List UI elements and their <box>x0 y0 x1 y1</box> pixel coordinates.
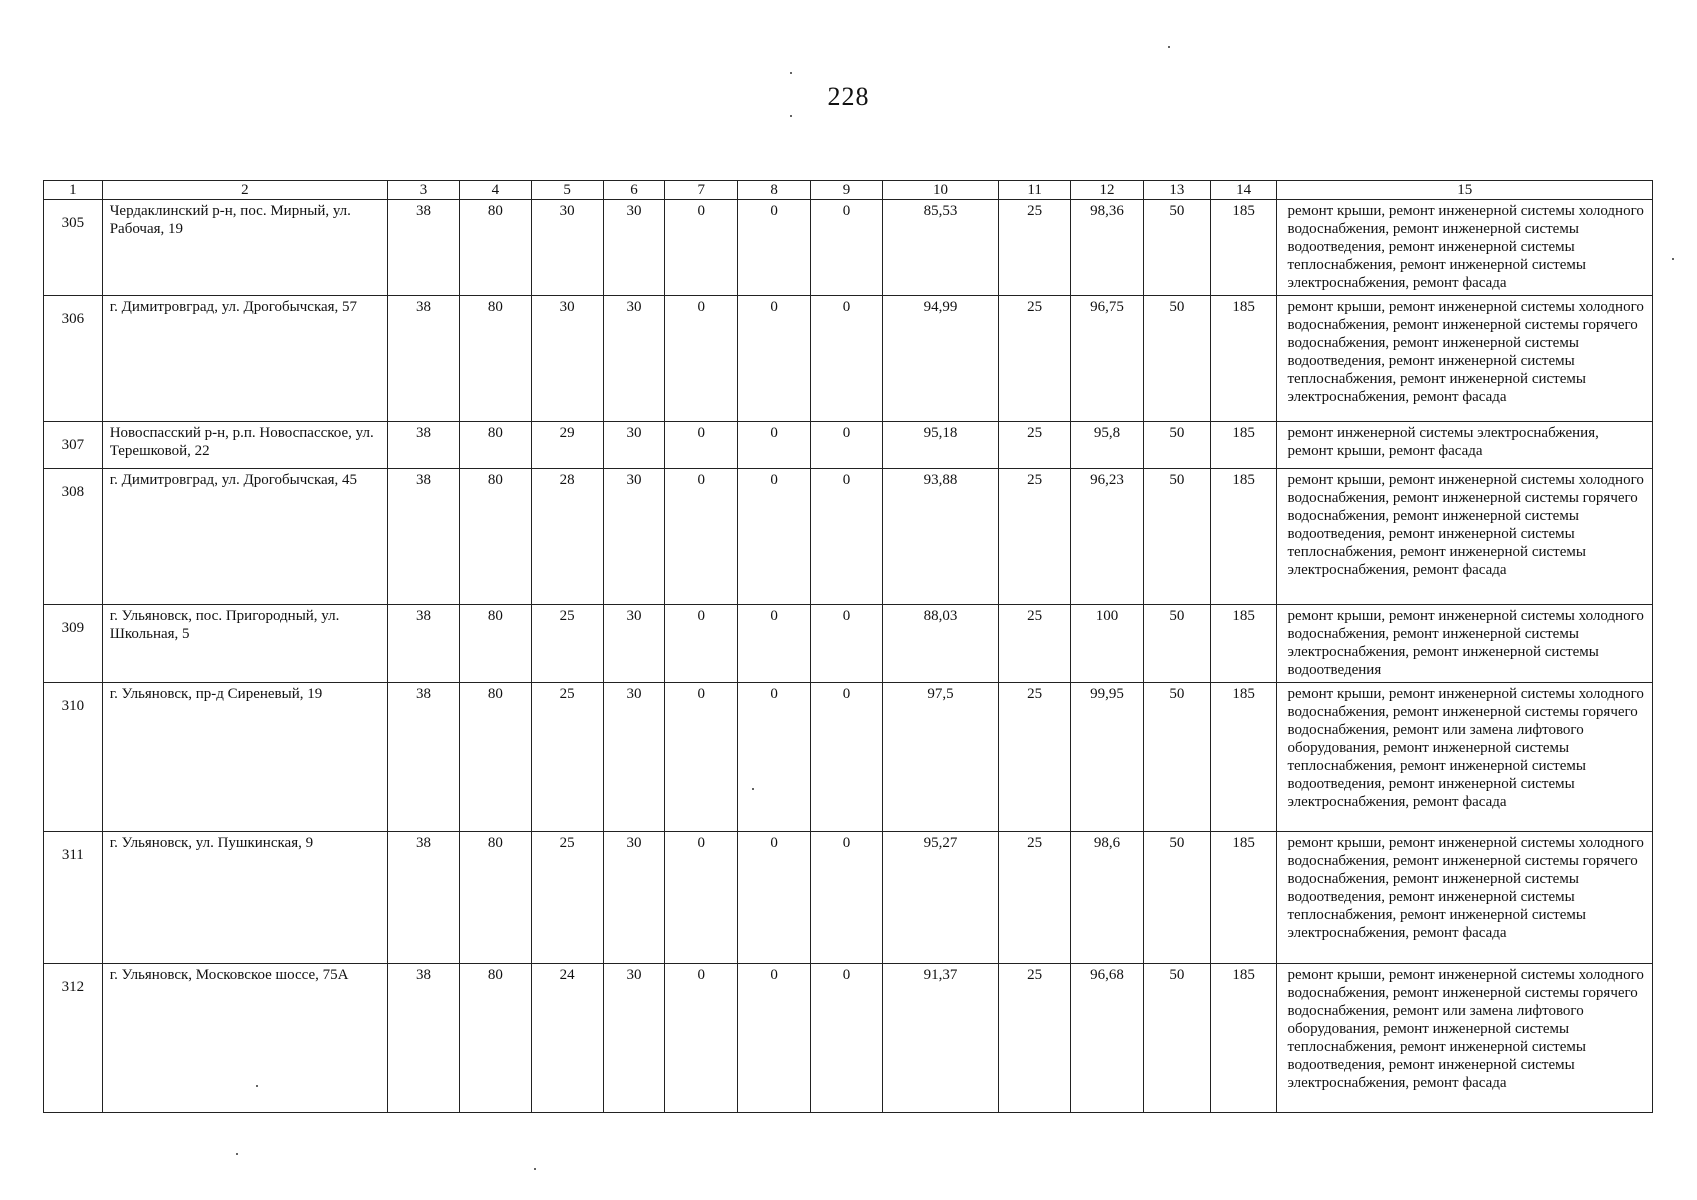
column-header: 14 <box>1210 181 1277 200</box>
value-cell-col-10: 95,27 <box>882 832 998 964</box>
value-cell-col-14: 185 <box>1210 605 1277 683</box>
table-header-row <box>44 181 1653 200</box>
value-cell-col-13: 50 <box>1143 422 1210 469</box>
address-cell: г. Димитровград, ул. Дрогобычская, 45 <box>102 469 387 605</box>
value-cell-col-3: 38 <box>388 200 460 296</box>
column-header: 12 <box>1071 181 1144 200</box>
value-cell-col-10: 97,5 <box>882 683 998 832</box>
value-cell-col-8: 0 <box>738 683 811 832</box>
column-header: 11 <box>999 181 1071 200</box>
value-cell-col-12: 99,95 <box>1071 683 1144 832</box>
value-cell-col-8: 0 <box>738 296 811 422</box>
value-cell-col-11: 25 <box>999 832 1071 964</box>
value-cell-col-9: 0 <box>811 832 883 964</box>
value-cell-col-13: 50 <box>1143 964 1210 1113</box>
row-number-cell: 306 <box>44 296 103 422</box>
value-cell-col-6: 30 <box>603 200 665 296</box>
value-cell-col-12: 95,8 <box>1071 422 1144 469</box>
scan-speck <box>790 72 792 74</box>
value-cell-col-14: 185 <box>1210 296 1277 422</box>
column-header: 9 <box>811 181 883 200</box>
address-cell: г. Ульяновск, пр-д Сиреневый, 19 <box>102 683 387 832</box>
value-cell-col-6: 30 <box>603 296 665 422</box>
value-cell-col-11: 25 <box>999 683 1071 832</box>
value-cell-col-9: 0 <box>811 469 883 605</box>
scan-speck <box>236 1153 238 1155</box>
value-cell-col-10: 88,03 <box>882 605 998 683</box>
value-cell-col-14: 185 <box>1210 422 1277 469</box>
value-cell-col-7: 0 <box>665 605 738 683</box>
value-cell-col-12: 100 <box>1071 605 1144 683</box>
value-cell-col-7: 0 <box>665 200 738 296</box>
value-cell-col-7: 0 <box>665 683 738 832</box>
table-row <box>44 469 1653 605</box>
table-row <box>44 832 1653 964</box>
value-cell-col-14: 185 <box>1210 683 1277 832</box>
value-cell-col-4: 80 <box>459 832 531 964</box>
value-cell-col-3: 38 <box>388 605 460 683</box>
value-cell-col-13: 50 <box>1143 296 1210 422</box>
address-cell: Новоспасский р-н, р.п. Новоспасское, ул. Терешковой, 22 <box>102 422 387 469</box>
value-cell-col-9: 0 <box>811 683 883 832</box>
value-cell-col-10: 94,99 <box>882 296 998 422</box>
value-cell-col-3: 38 <box>388 964 460 1113</box>
value-cell-col-13: 50 <box>1143 832 1210 964</box>
value-cell-col-3: 38 <box>388 683 460 832</box>
table-row <box>44 964 1653 1113</box>
value-cell-col-9: 0 <box>811 200 883 296</box>
value-cell-col-11: 25 <box>999 605 1071 683</box>
table-row <box>44 422 1653 469</box>
scan-speck <box>256 1085 258 1087</box>
value-cell-col-10: 95,18 <box>882 422 998 469</box>
value-cell-col-5: 28 <box>531 469 603 605</box>
value-cell-col-11: 25 <box>999 964 1071 1113</box>
value-cell-col-6: 30 <box>603 683 665 832</box>
row-number-cell: 309 <box>44 605 103 683</box>
value-cell-col-13: 50 <box>1143 683 1210 832</box>
value-cell-col-4: 80 <box>459 964 531 1113</box>
address-cell: г. Ульяновск, пос. Пригородный, ул. Школьная, 5 <box>102 605 387 683</box>
value-cell-col-11: 25 <box>999 469 1071 605</box>
value-cell-col-5: 25 <box>531 605 603 683</box>
value-cell-col-4: 80 <box>459 296 531 422</box>
value-cell-col-13: 50 <box>1143 605 1210 683</box>
column-header: 3 <box>388 181 460 200</box>
row-number-cell: 310 <box>44 683 103 832</box>
value-cell-col-10: 85,53 <box>882 200 998 296</box>
value-cell-col-10: 93,88 <box>882 469 998 605</box>
works-list-cell: ремонт крыши, ремонт инженерной системы холодного водоснабжения, ремонт инженерной системы водоотведения, ремонт инженерной системы теплоснабжения, ремонт инженерной системы электроснабжения, ремонт фасада <box>1277 200 1653 296</box>
value-cell-col-8: 0 <box>738 605 811 683</box>
works-list-cell: ремонт крыши, ремонт инженерной системы холодного водоснабжения, ремонт инженерной системы электроснабжения, ремонт инженерной системы водоотведения <box>1277 605 1653 683</box>
value-cell-col-11: 25 <box>999 200 1071 296</box>
address-cell: г. Димитровград, ул. Дрогобычская, 57 <box>102 296 387 422</box>
value-cell-col-13: 50 <box>1143 469 1210 605</box>
column-header: 5 <box>531 181 603 200</box>
value-cell-col-7: 0 <box>665 422 738 469</box>
works-list-cell: ремонт крыши, ремонт инженерной системы холодного водоснабжения, ремонт инженерной системы горячего водоснабжения, ремонт инженерной системы водоотведения, ремонт инженерной системы теплоснабжения, ремонт инженерной системы электроснабжения, ремонт фасада <box>1277 832 1653 964</box>
table-row <box>44 683 1653 832</box>
value-cell-col-4: 80 <box>459 200 531 296</box>
value-cell-col-12: 96,68 <box>1071 964 1144 1113</box>
scan-speck <box>790 115 792 117</box>
works-list-cell: ремонт крыши, ремонт инженерной системы холодного водоснабжения, ремонт инженерной системы горячего водоснабжения, ремонт или замена лифтового оборудования, ремонт инженерной системы теплоснабжения, ремонт инженерной системы водоотведения, ремонт инженерной системы электроснабжения, ремонт фасада <box>1277 964 1653 1113</box>
scan-speck <box>752 788 754 790</box>
table-row <box>44 605 1653 683</box>
value-cell-col-13: 50 <box>1143 200 1210 296</box>
table-body <box>44 181 1653 1113</box>
value-cell-col-6: 30 <box>603 832 665 964</box>
value-cell-col-8: 0 <box>738 422 811 469</box>
scan-speck <box>534 1168 536 1170</box>
works-list-cell: ремонт крыши, ремонт инженерной системы холодного водоснабжения, ремонт инженерной системы горячего водоснабжения, ремонт инженерной системы водоотведения, ремонт инженерной системы теплоснабжения, ремонт инженерной системы электроснабжения, ремонт фасада <box>1277 296 1653 422</box>
value-cell-col-3: 38 <box>388 296 460 422</box>
column-header: 13 <box>1143 181 1210 200</box>
value-cell-col-3: 38 <box>388 469 460 605</box>
row-number-cell: 312 <box>44 964 103 1113</box>
value-cell-col-9: 0 <box>811 964 883 1113</box>
value-cell-col-9: 0 <box>811 422 883 469</box>
value-cell-col-5: 29 <box>531 422 603 469</box>
value-cell-col-14: 185 <box>1210 200 1277 296</box>
value-cell-col-4: 80 <box>459 422 531 469</box>
value-cell-col-6: 30 <box>603 605 665 683</box>
table-row <box>44 296 1653 422</box>
value-cell-col-7: 0 <box>665 832 738 964</box>
value-cell-col-11: 25 <box>999 296 1071 422</box>
value-cell-col-6: 30 <box>603 422 665 469</box>
value-cell-col-3: 38 <box>388 832 460 964</box>
value-cell-col-6: 30 <box>603 964 665 1113</box>
address-cell: г. Ульяновск, Московское шоссе, 75А <box>102 964 387 1113</box>
value-cell-col-7: 0 <box>665 964 738 1113</box>
column-header: 10 <box>882 181 998 200</box>
value-cell-col-5: 25 <box>531 683 603 832</box>
works-list-cell: ремонт крыши, ремонт инженерной системы холодного водоснабжения, ремонт инженерной системы горячего водоснабжения, ремонт или замена лифтового оборудования, ремонт инженерной системы теплоснабжения, ремонт инженерной системы водоотведения, ремонт инженерной системы электроснабжения, ремонт фасада <box>1277 683 1653 832</box>
value-cell-col-5: 24 <box>531 964 603 1113</box>
value-cell-col-14: 185 <box>1210 964 1277 1113</box>
value-cell-col-5: 25 <box>531 832 603 964</box>
value-cell-col-8: 0 <box>738 469 811 605</box>
column-header: 6 <box>603 181 665 200</box>
works-list-cell: ремонт инженерной системы электроснабжения, ремонт крыши, ремонт фасада <box>1277 422 1653 469</box>
value-cell-col-5: 30 <box>531 296 603 422</box>
value-cell-col-12: 96,23 <box>1071 469 1144 605</box>
address-cell: г. Ульяновск, ул. Пушкинская, 9 <box>102 832 387 964</box>
value-cell-col-7: 0 <box>665 296 738 422</box>
row-number-cell: 305 <box>44 200 103 296</box>
value-cell-col-9: 0 <box>811 296 883 422</box>
row-number-cell: 307 <box>44 422 103 469</box>
data-table <box>43 180 1653 1113</box>
table-row <box>44 200 1653 296</box>
column-header: 1 <box>44 181 103 200</box>
scan-speck <box>1168 46 1170 48</box>
value-cell-col-12: 96,75 <box>1071 296 1144 422</box>
column-header: 4 <box>459 181 531 200</box>
page-number: 228 <box>827 82 870 111</box>
value-cell-col-14: 185 <box>1210 469 1277 605</box>
value-cell-col-6: 30 <box>603 469 665 605</box>
value-cell-col-11: 25 <box>999 422 1071 469</box>
column-header: 2 <box>102 181 387 200</box>
value-cell-col-12: 98,6 <box>1071 832 1144 964</box>
value-cell-col-3: 38 <box>388 422 460 469</box>
value-cell-col-4: 80 <box>459 469 531 605</box>
value-cell-col-8: 0 <box>738 964 811 1113</box>
column-header: 15 <box>1277 181 1653 200</box>
value-cell-col-8: 0 <box>738 200 811 296</box>
value-cell-col-9: 0 <box>811 605 883 683</box>
value-cell-col-7: 0 <box>665 469 738 605</box>
value-cell-col-10: 91,37 <box>882 964 998 1113</box>
row-number-cell: 308 <box>44 469 103 605</box>
value-cell-col-8: 0 <box>738 832 811 964</box>
column-header: 8 <box>738 181 811 200</box>
value-cell-col-4: 80 <box>459 683 531 832</box>
value-cell-col-4: 80 <box>459 605 531 683</box>
column-header: 7 <box>665 181 738 200</box>
value-cell-col-5: 30 <box>531 200 603 296</box>
value-cell-col-14: 185 <box>1210 832 1277 964</box>
works-list-cell: ремонт крыши, ремонт инженерной системы холодного водоснабжения, ремонт инженерной системы горячего водоснабжения, ремонт инженерной системы водоотведения, ремонт инженерной системы теплоснабжения, ремонт инженерной системы электроснабжения, ремонт фасада <box>1277 469 1653 605</box>
scan-speck <box>1672 258 1674 260</box>
address-cell: Чердаклинский р-н, пос. Мирный, ул. Рабочая, 19 <box>102 200 387 296</box>
row-number-cell: 311 <box>44 832 103 964</box>
value-cell-col-12: 98,36 <box>1071 200 1144 296</box>
